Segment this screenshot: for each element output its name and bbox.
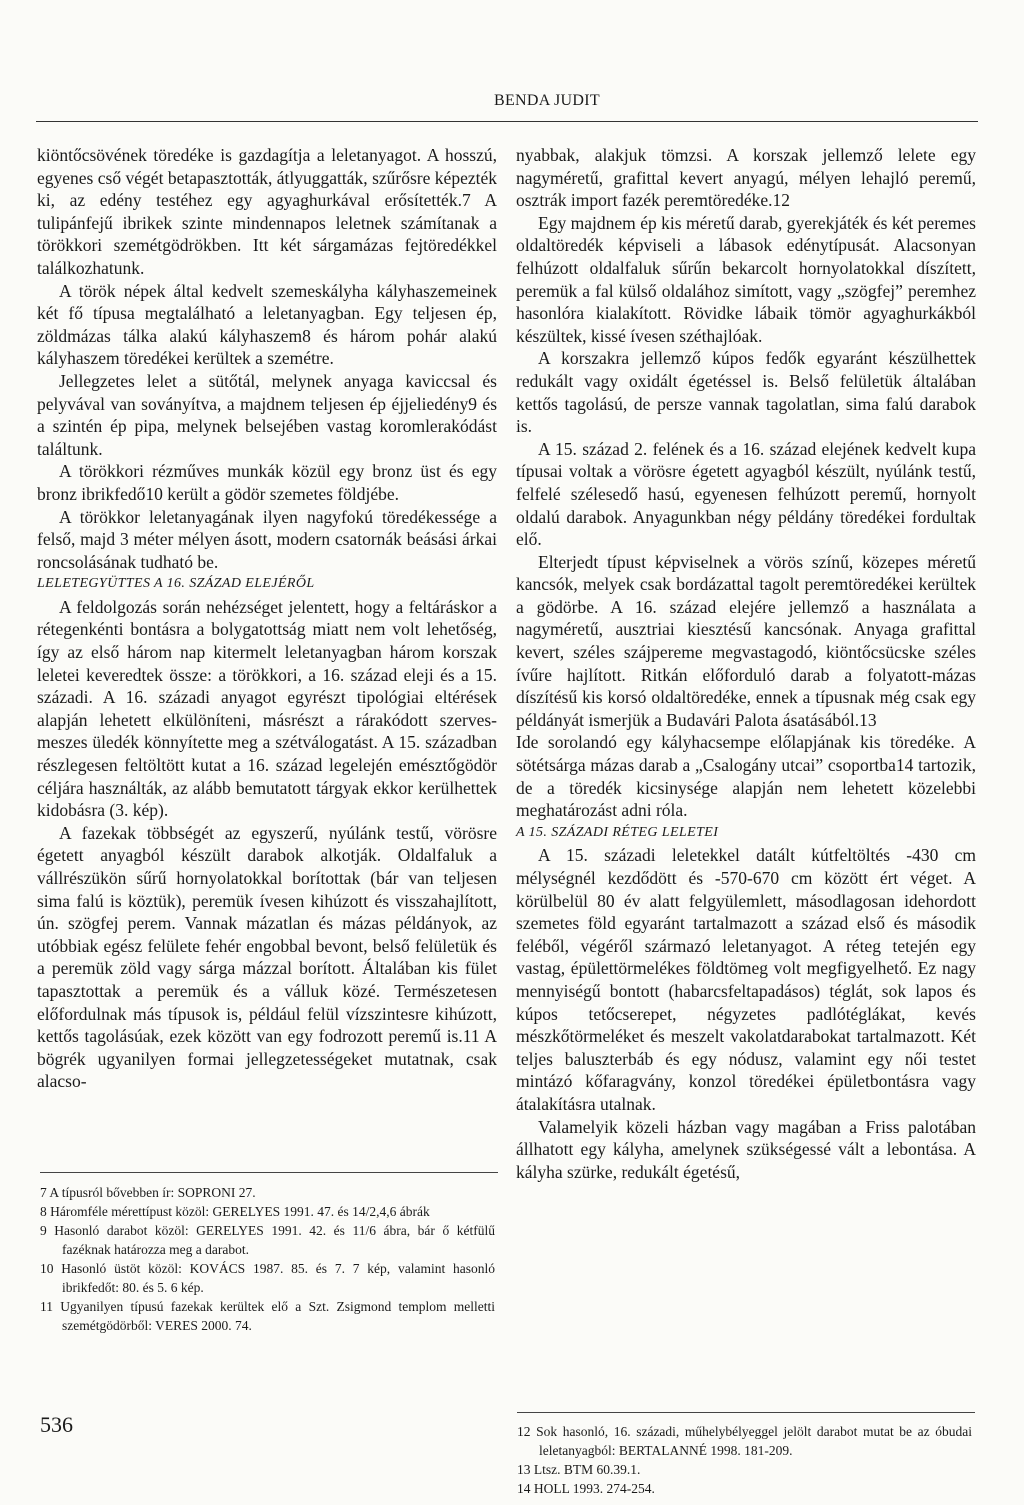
header-rule: [36, 121, 978, 122]
paragraph: nyabbak, alakjuk tömzsi. A korszak jellemző lelete egy nagyméretű, grafittal kevert anyagú, mélyen lehajló peremű, osztrák import fazék peremtöredéke.12: [516, 145, 976, 211]
paragraph: Egy majdnem ép kis méretű darab, gyerekjáték és két peremes oldaltöredék képviseli a lábasok edénytípusát. Alacsonyan felhúzott oldalfaluk sűrűn bekarcolt hornyolatokkal díszített, peremük a fal külső oldalához simított, vagy „szögfej” peremhez hasonlóra kialakított. Rövidke lábaik tömör agyaghurkákból készültek, kissé ívesen széthajlóak.: [516, 212, 976, 346]
footnote: 13 Ltsz. BTM 60.39.1.: [517, 1462, 641, 1477]
footnote-rule: [517, 1412, 975, 1413]
paragraph: A korszakra jellemző kúpos fedők egyaránt készülhettek redukált vagy oxidált égetéssel is. Belső felületük általában kettős tagolású, de persze vannak tagolatlan, sima falú darabok is.: [516, 348, 976, 437]
footnote-rule: [40, 1172, 498, 1173]
paragraph: A török népek által kedvelt szemeskályha kályhaszemeinek két fő típusa megtalálható a leletanyagban. Egy teljesen ép, zöldmázas tálka alakú kályhaszem8 és három pohár alakú kályhaszem töredékei kerültek a szemétre.: [37, 280, 497, 369]
paragraph: A 15. század 2. felének és a 16. század elejének kedvelt kupa típusai voltak a vörösre égetett agyagból készült, nyúlánk testű, felfelé szélesedő hasú, egyenesen felhúzott peremű, hornyolt oldalú darabok. Anyagunkban négy példány töredékei fordultak elő.: [516, 438, 976, 550]
paragraph: Valamelyik közeli házban vagy magában a Friss palotában állhatott egy kályha, amelynek szükségessé vált a lebontása. A kályha szürke, redukált égetésű,: [516, 1116, 976, 1182]
paragraph: kiöntőcsövének töredéke is gazdagítja a leletanyagot. A hosszú, egyenes cső végét betapasztották, átlyuggatták, szűrősre képezték ki, az edény testéhez egy agyaghurkával erősítették.7 A tulipánfejű ibrikek szinte mindennapos leletnek számítanak a törökkori szemétgödrökben. Itt két sárgamázas fejtöredékkel találkozhatunk.: [37, 145, 497, 278]
footnotes-left: [40, 1183, 495, 1335]
running-header: BENDA JUDIT: [494, 92, 600, 109]
footnotes-right: [517, 1422, 972, 1498]
paragraph: Jellegzetes lelet a sütőtál, melynek anyaga kaviccsal és pelyvával van soványítva, a majdnem teljesen ép éjjeliedény9 és a szintén ép pipa, melynek belsejében vastag koromlerakódást találtunk.: [37, 370, 497, 459]
footnote: 11 Ugyanilyen típusú fazekak kerültek elő a Szt. Zsigmond templom melletti szemétgödörből: VERES 2000. 74.: [40, 1299, 495, 1333]
paragraph: Elterjedt típust képviselnek a vörös színű, közepes méretű kancsók, melyek csak bordázattal tagolt peremtöredékei kerültek a gödörbe. A 16. század elejére jellemző a használata a nagyméretű, ausztriai kiesztésű kancsónak. Anyaga grafittal kevert, széles szájpereme megvastagodó, kiöntőcsücske széles ívűre hajlított. Ritkán előforduló darab a folyatott-mázas díszítésű kis korsó oldaltöredéke, ennek a típusnak még csak egy példányát ismerjük a Budavári Palota ásatásából.13: [516, 551, 976, 730]
right-column: [516, 144, 976, 1183]
paragraph: Ide sorolandó egy kályhacsempe előlapjának kis töredéke. A sötétsárga mázas darab a „Csalogány utcai” csoportba14 tartozik, de a töredék kicsinysége alapján nem lehetett közelebbi meghatározást adni róla.: [516, 732, 976, 821]
left-column: [37, 144, 497, 1093]
paragraph: A feldolgozás során nehézséget jelentett, hogy a feltáráskor a rétegenkénti bontásra a bolygatottság miatt nem volt lehetőség, így az első három nap kitermelt leletanyagban három korszak leletei keveredtek össze: a törökkori, a 16. század eleji és a 15. századi. A 16. századi anyagot egyrészt tipológiai eltérések alapján lehetett elkülöníteni, másrészt a rárakódott szerves-meszes üledék könnyítette meg a szétválogatást. A 15. században részlegesen feltöltött kutat a 16. század legelején emésztőgödör céljára használták, az alább bemutatott tárgyak ekkor kerülhettek kidobásra (3. kép).: [37, 596, 497, 821]
footnote: 8 Háromféle mérettípust közöl: GERELYES 1991. 47. és 14/2,4,6 ábrák: [40, 1204, 430, 1219]
footnote: 9 Hasonló darabot közöl: GERELYES 1991. 42. és 11/6 ábra, bár ő kétfülű fazéknak határozza meg a darabot.: [40, 1223, 495, 1257]
section-heading: LELETEGYÜTTES A 16. SZÁZAD ELEJÉRŐL: [37, 576, 315, 592]
paragraph: A törökkori rézműves munkák közül egy bronz üst és egy bronz ibrikfedő10 került a gödör szemetes földjébe.: [37, 461, 497, 504]
paragraph: A törökkor leletanyagának ilyen nagyfokú töredékessége a felső, majd 3 méter mélyen ásott, modern csatornák beásási árkai roncsolásának tudható be.: [37, 506, 497, 572]
section-heading: A 15. SZÁZADI RÉTEG LELETEI: [516, 824, 719, 840]
footnote: 10 Hasonló üstöt közöl: KOVÁCS 1987. 85. és 7. 7 kép, valamint hasonló ibrikfedőt: 80. és 5. 6 kép.: [40, 1261, 495, 1295]
footnote: 12 Sok hasonló, 16. századi, műhelybélyeggel jelölt darabot mutat be az óbudai leletanyagból: BERTALANNÉ 1998. 181-209.: [517, 1424, 972, 1458]
footnote: 7 A típusról bővebben ír: SOPRONI 27.: [40, 1185, 256, 1200]
paragraph: A fazekak többségét az egyszerű, nyúlánk testű, vörösre égetett anyagból készült darabok alkotják. Oldalfaluk a vállrészükön sűrű hornyolatokkal borítottak (bár van teljesen sima falú is köztük), peremük ívesen kihúzott és visszahajlított, ún. szögfej perem. Vannak mázatlan és mázas példányok, az utóbbiak egész felülete fehér engobbal bevont, belső felületük és a peremük zöld vagy sárga mázzal borított. Általában kis fület tapasztottak a peremük és a válluk közé. Természetesen előfordulnak más típusok is, például felül vízszintesre kihúzott, kettős tagolásúak, ezek között van egy fodrozott peremű is.11 A bögrék ugyanilyen formai jellegzetességeket mutatnak, csak alacso-: [37, 822, 497, 1092]
footnote: 14 HOLL 1993. 274-254.: [517, 1481, 655, 1496]
page-number: 536: [40, 1412, 73, 1437]
paragraph: A 15. századi leletekkel datált kútfeltöltés -430 cm mélységnél kezdődött és -570-670 cm között ért véget. A körülbelül 80 év alatt felgyülemlett, másodlagosan idehordott szemetes föld egyaránt tartalmazott a század első és második feléből, végéről származó leletanyagot. A réteg tetején egy vastag, épülettörmelékes földtömeg volt megfigyelhető. Ez nagy mennyiségű bontott (habarcsfeltapadásos) téglát, sok lapos és kúpos tetőcserepet, négyzetes padlótéglákat, kevés mészkőtörmeléket és meszelt vakolatdarabokat tartalmazott. Két teljes baluszterbáb és egy nódusz, valamint egy női testet mintázó kőfaragvány, konzol töredékei épületbontásra vagy átalakításra utalnak.: [516, 845, 976, 1114]
